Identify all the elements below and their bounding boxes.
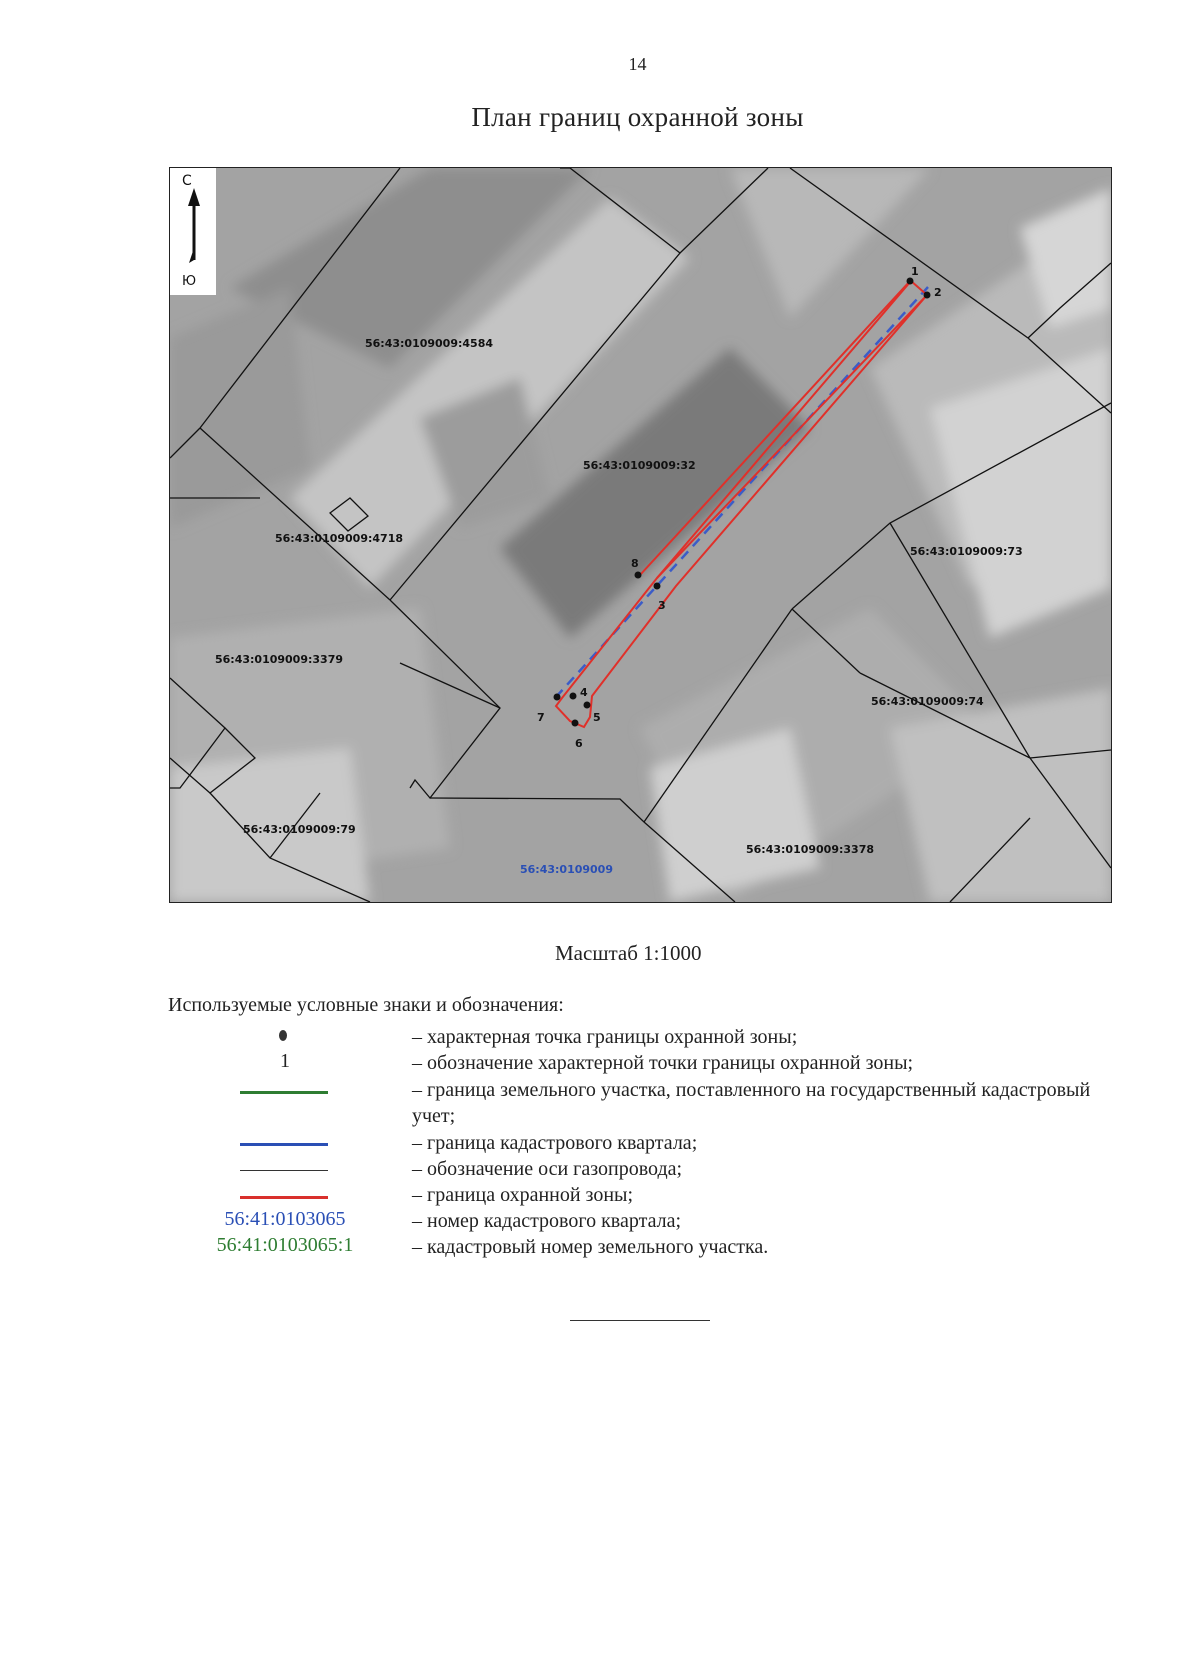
boundary-point-1: [907, 278, 914, 285]
legend-text-pipeline-axis: – обозначение оси газопровода;: [412, 1158, 683, 1180]
point-label-8: 8: [631, 557, 639, 570]
legend-text-point: – характерная точка границы охранной зоны;: [412, 1026, 798, 1048]
boundary-point-4: [570, 693, 577, 700]
boundary-point-2: [924, 292, 931, 299]
legend-quarter-number-sample: 56:41:0103065: [224, 1208, 346, 1230]
north-label: С: [182, 173, 192, 189]
legend-zone-line-symbol: [240, 1196, 328, 1199]
north-arrow: [170, 168, 216, 295]
legend-parcel-number-sample: 56:41:0103065:1: [216, 1234, 354, 1256]
boundary-point-5: [584, 702, 591, 709]
boundary-point-6: [572, 720, 579, 727]
parcel-label-73: 56:43:0109009:73: [910, 545, 1023, 558]
point-label-7: 7: [537, 711, 545, 724]
point-label-3: 3: [658, 599, 666, 612]
point-label-1: 1: [911, 265, 919, 278]
page-title: План границ охранной зоны: [471, 102, 804, 132]
parcel-label-32: 56:43:0109009:32: [583, 459, 696, 472]
legend-parcel-line-symbol: [240, 1091, 328, 1094]
boundary-plan-map: [169, 167, 1112, 903]
legend-text-quarter-number: – номер кадастрового квартала;: [412, 1210, 682, 1232]
boundary-point-7: [554, 694, 561, 701]
legend-point-symbol: [279, 1030, 287, 1041]
page-number: 14: [628, 54, 647, 74]
parcel-label-3378: 56:43:0109009:3378: [746, 843, 875, 856]
parcel-label-3379: 56:43:0109009:3379: [215, 653, 344, 666]
point-label-2: 2: [934, 286, 942, 299]
point-label-5: 5: [593, 711, 601, 724]
legend-heading: Используемые условные знаки и обозначения:: [168, 994, 564, 1016]
legend-text-zone-boundary: – граница охранной зоны;: [412, 1184, 634, 1206]
south-label: Ю: [182, 274, 197, 289]
quarter-label: 56:43:0109009: [520, 863, 613, 876]
point-label-6: 6: [575, 737, 583, 750]
legend-quarter-line-symbol: [240, 1143, 328, 1146]
boundary-point-8: [635, 572, 642, 579]
parcel-label-4718: 56:43:0109009:4718: [275, 532, 404, 545]
legend-text-parcel-number: – кадастровый номер земельного участка.: [412, 1236, 769, 1258]
legend-pipeline-line-symbol: [240, 1170, 328, 1171]
boundary-point-3: [654, 583, 661, 590]
map-scale: Масштаб 1:1000: [555, 941, 702, 965]
legend-text-quarter-boundary: – граница кадастрового квартала;: [412, 1132, 698, 1154]
legend-point-number-symbol: 1: [280, 1050, 290, 1072]
parcel-label-4584: 56:43:0109009:4584: [365, 337, 494, 350]
legend-text-point-number: – обозначение характерной точки границы охранной зоны;: [412, 1052, 914, 1074]
end-separator-line: [570, 1320, 710, 1321]
parcel-label-74: 56:43:0109009:74: [871, 695, 984, 708]
legend-text-parcel-boundary: – граница земельного участка, поставленного на государственный кадастровый учет;: [412, 1079, 1091, 1127]
point-label-4: 4: [580, 686, 588, 699]
map-canvas: [170, 168, 1111, 902]
parcel-label-79: 56:43:0109009:79: [243, 823, 356, 836]
